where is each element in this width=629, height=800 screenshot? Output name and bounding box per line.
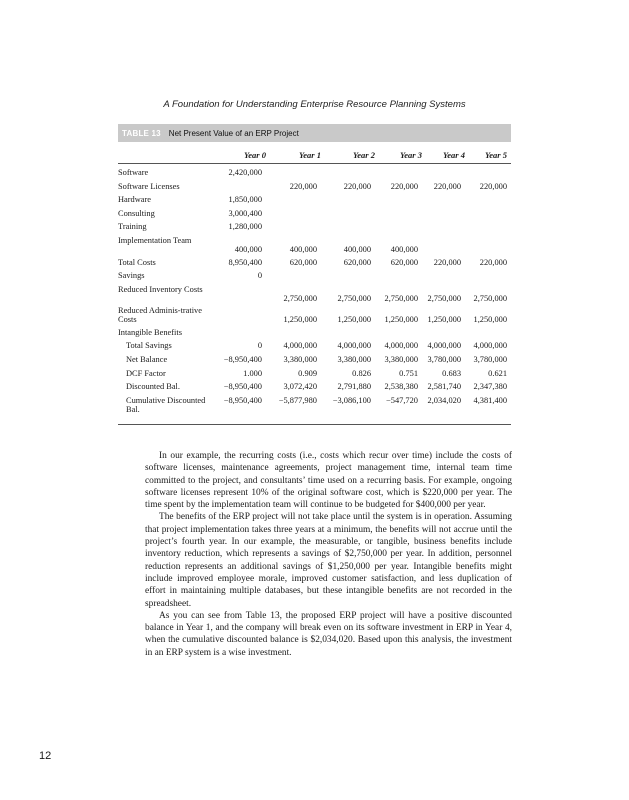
column-header-year-3: Year 3 bbox=[400, 150, 422, 160]
cell-year-2: 2,750,000 bbox=[337, 293, 371, 303]
cell-year-2: 220,000 bbox=[343, 181, 371, 191]
table-column-header bbox=[118, 150, 511, 162]
cell-year-0: 1.000 bbox=[243, 368, 262, 378]
cell-year-2: 4,000,000 bbox=[337, 341, 371, 351]
column-header-year-5: Year 5 bbox=[485, 150, 507, 160]
cell-year-0: 8,950,400 bbox=[228, 257, 262, 267]
cell-year-3: 1,250,000 bbox=[384, 315, 418, 325]
cell-year-1: 2,750,000 bbox=[283, 293, 317, 303]
table-label: TABLE 13 bbox=[122, 128, 161, 138]
row-label: Discounted Bal. bbox=[126, 382, 180, 392]
cell-year-3: 4,000,000 bbox=[384, 341, 418, 351]
table-caption bbox=[118, 124, 511, 142]
cell-year-5: 4,000,000 bbox=[473, 341, 507, 351]
row-label: Training bbox=[118, 222, 147, 232]
cell-year-4: 3,780,000 bbox=[427, 354, 461, 364]
row-label: Software bbox=[118, 168, 149, 177]
cell-year-4: 0.683 bbox=[442, 368, 461, 378]
column-header-year-2: Year 2 bbox=[353, 150, 375, 160]
cell-year-2: 2,791,880 bbox=[337, 382, 371, 392]
row-label: Intangible Benefits bbox=[118, 327, 182, 337]
cell-year-4: 1,250,000 bbox=[427, 315, 461, 325]
cell-year-4: 2,750,000 bbox=[427, 293, 461, 303]
column-header-year-1: Year 1 bbox=[299, 150, 321, 160]
cell-year-4: 220,000 bbox=[433, 257, 461, 267]
cell-year-5: 3,780,000 bbox=[473, 354, 507, 364]
row-label: Software Licenses bbox=[118, 181, 180, 191]
running-head: A Foundation for Understanding Enterprise Resource Planning Systems bbox=[163, 99, 466, 110]
cell-year-3: −547,720 bbox=[386, 395, 418, 405]
cell-year-1: 3,380,000 bbox=[283, 354, 317, 364]
row-label: Reduced Inventory Costs bbox=[118, 284, 203, 294]
cell-year-1: 4,000,000 bbox=[283, 341, 317, 351]
column-header-year-0: Year 0 bbox=[244, 150, 266, 160]
cell-year-0: 400,000 bbox=[234, 245, 262, 254]
cell-year-2: 3,380,000 bbox=[337, 354, 371, 364]
cell-year-2: 620,000 bbox=[343, 257, 371, 267]
cell-year-4: 2,034,020 bbox=[427, 395, 461, 405]
cell-year-0: 2,420,000 bbox=[228, 168, 262, 177]
cell-year-0: −8,950,400 bbox=[223, 382, 262, 392]
cell-year-5: 2,347,380 bbox=[473, 382, 507, 392]
cell-year-1: 220,000 bbox=[289, 181, 317, 191]
cell-year-5: 2,750,000 bbox=[473, 293, 507, 303]
cell-year-4: 220,000 bbox=[433, 181, 461, 191]
cell-year-3: 220,000 bbox=[390, 181, 418, 191]
cell-year-3: 2,538,380 bbox=[384, 382, 418, 392]
cell-year-3: 2,750,000 bbox=[384, 293, 418, 303]
cell-year-2: 0.826 bbox=[352, 368, 371, 378]
cell-year-1: 400,000 bbox=[289, 245, 317, 254]
header-rule bbox=[118, 163, 511, 164]
cell-year-5: 1,250,000 bbox=[473, 315, 507, 325]
row-label: Implementation Team bbox=[118, 236, 192, 245]
cell-year-4: 4,000,000 bbox=[427, 341, 461, 351]
cell-year-3: 3,380,000 bbox=[384, 354, 418, 364]
cell-year-2: 1,250,000 bbox=[337, 315, 371, 325]
cell-year-0: 3,000,400 bbox=[228, 208, 262, 218]
body-text bbox=[145, 450, 512, 659]
cell-year-0: 1,280,000 bbox=[228, 222, 262, 232]
row-label: Total Savings bbox=[126, 341, 172, 351]
cell-year-1: 0.909 bbox=[298, 368, 317, 378]
cell-year-1: 1,250,000 bbox=[283, 315, 317, 325]
cell-year-3: 0.751 bbox=[399, 368, 418, 378]
cell-year-3: 400,000 bbox=[390, 245, 418, 254]
cell-year-2: −3,086,100 bbox=[332, 395, 371, 405]
paragraph-benefits: The benefits of the ERP project will not take place until the system is in operation. Assuming that project implementation takes three years at a minimum, the benefits will not accrue until the project’s fourth year. In our example, the measurable, or tangible, business benefits include inventory reduction, which represents a savings of $2,750,000 per year. In addition, personnel reduction represents an additional savings of $1,250,000 per year. Intangible benefits might include improved employee morale, improved customer satisfaction, and less duplication of effort in maintaining multiple databases, but these intangible benefits are not recorded in the spreadsheet. bbox=[145, 512, 512, 609]
cell-year-2: 400,000 bbox=[343, 245, 371, 254]
cell-year-0: 0 bbox=[257, 341, 262, 351]
row-label: DCF Factor bbox=[126, 368, 166, 378]
page-number: 12 bbox=[39, 750, 52, 762]
cell-year-3: 620,000 bbox=[390, 257, 418, 267]
row-label: Savings bbox=[118, 271, 145, 281]
row-label: Total Costs bbox=[118, 257, 156, 267]
cell-year-5: 220,000 bbox=[479, 181, 507, 191]
cell-year-5: 0.621 bbox=[488, 368, 507, 378]
row-label: Hardware bbox=[118, 195, 152, 205]
paragraph-conclusion: As you can see from Table 13, the proposed ERP project will have a positive discounted balance in Year 1, and the company will break even on its software investment in ERP in Year 4, when the cumulative discounted balance is $2,034,020. Based upon this analysis, the investment in an ERP system is a wise investment. bbox=[145, 610, 512, 658]
cell-year-5: 220,000 bbox=[479, 257, 507, 267]
paragraph-recurring-costs: In our example, the recurring costs (i.e., costs which recur over time) include the costs of software licenses, maintenance agreements, project management time, internal team time committed to the project, and consultants’ time used on a recurring basis. For example, ongoing software licenses represent 10% of the original software cost, which is $220,000 per year. The time spent by the implementation team will continue to be budgeted for $400,000 per year. bbox=[145, 451, 512, 511]
cell-year-5: 4,381,400 bbox=[473, 395, 507, 405]
row-label: Reduced Adminis-trative Costs bbox=[118, 306, 202, 325]
cell-year-1: −5,877,980 bbox=[278, 395, 317, 405]
cell-year-0: 0 bbox=[257, 271, 262, 281]
column-header-year-4: Year 4 bbox=[443, 150, 465, 160]
cell-year-0: 1,850,000 bbox=[228, 195, 262, 205]
row-label: Net Balance bbox=[126, 354, 168, 364]
table-bottom-rule bbox=[118, 424, 511, 425]
cell-year-1: 3,072,420 bbox=[283, 382, 317, 392]
cell-year-0: −8,950,400 bbox=[223, 354, 262, 364]
row-label: Consulting bbox=[118, 208, 155, 218]
row-label: Cumulative Discounted Bal. bbox=[126, 395, 206, 414]
cell-year-1: 620,000 bbox=[289, 257, 317, 267]
cell-year-0: −8,950,400 bbox=[223, 395, 262, 405]
cell-year-4: 2,581,740 bbox=[427, 382, 461, 392]
table-title: Net Present Value of an ERP Project bbox=[168, 128, 299, 138]
